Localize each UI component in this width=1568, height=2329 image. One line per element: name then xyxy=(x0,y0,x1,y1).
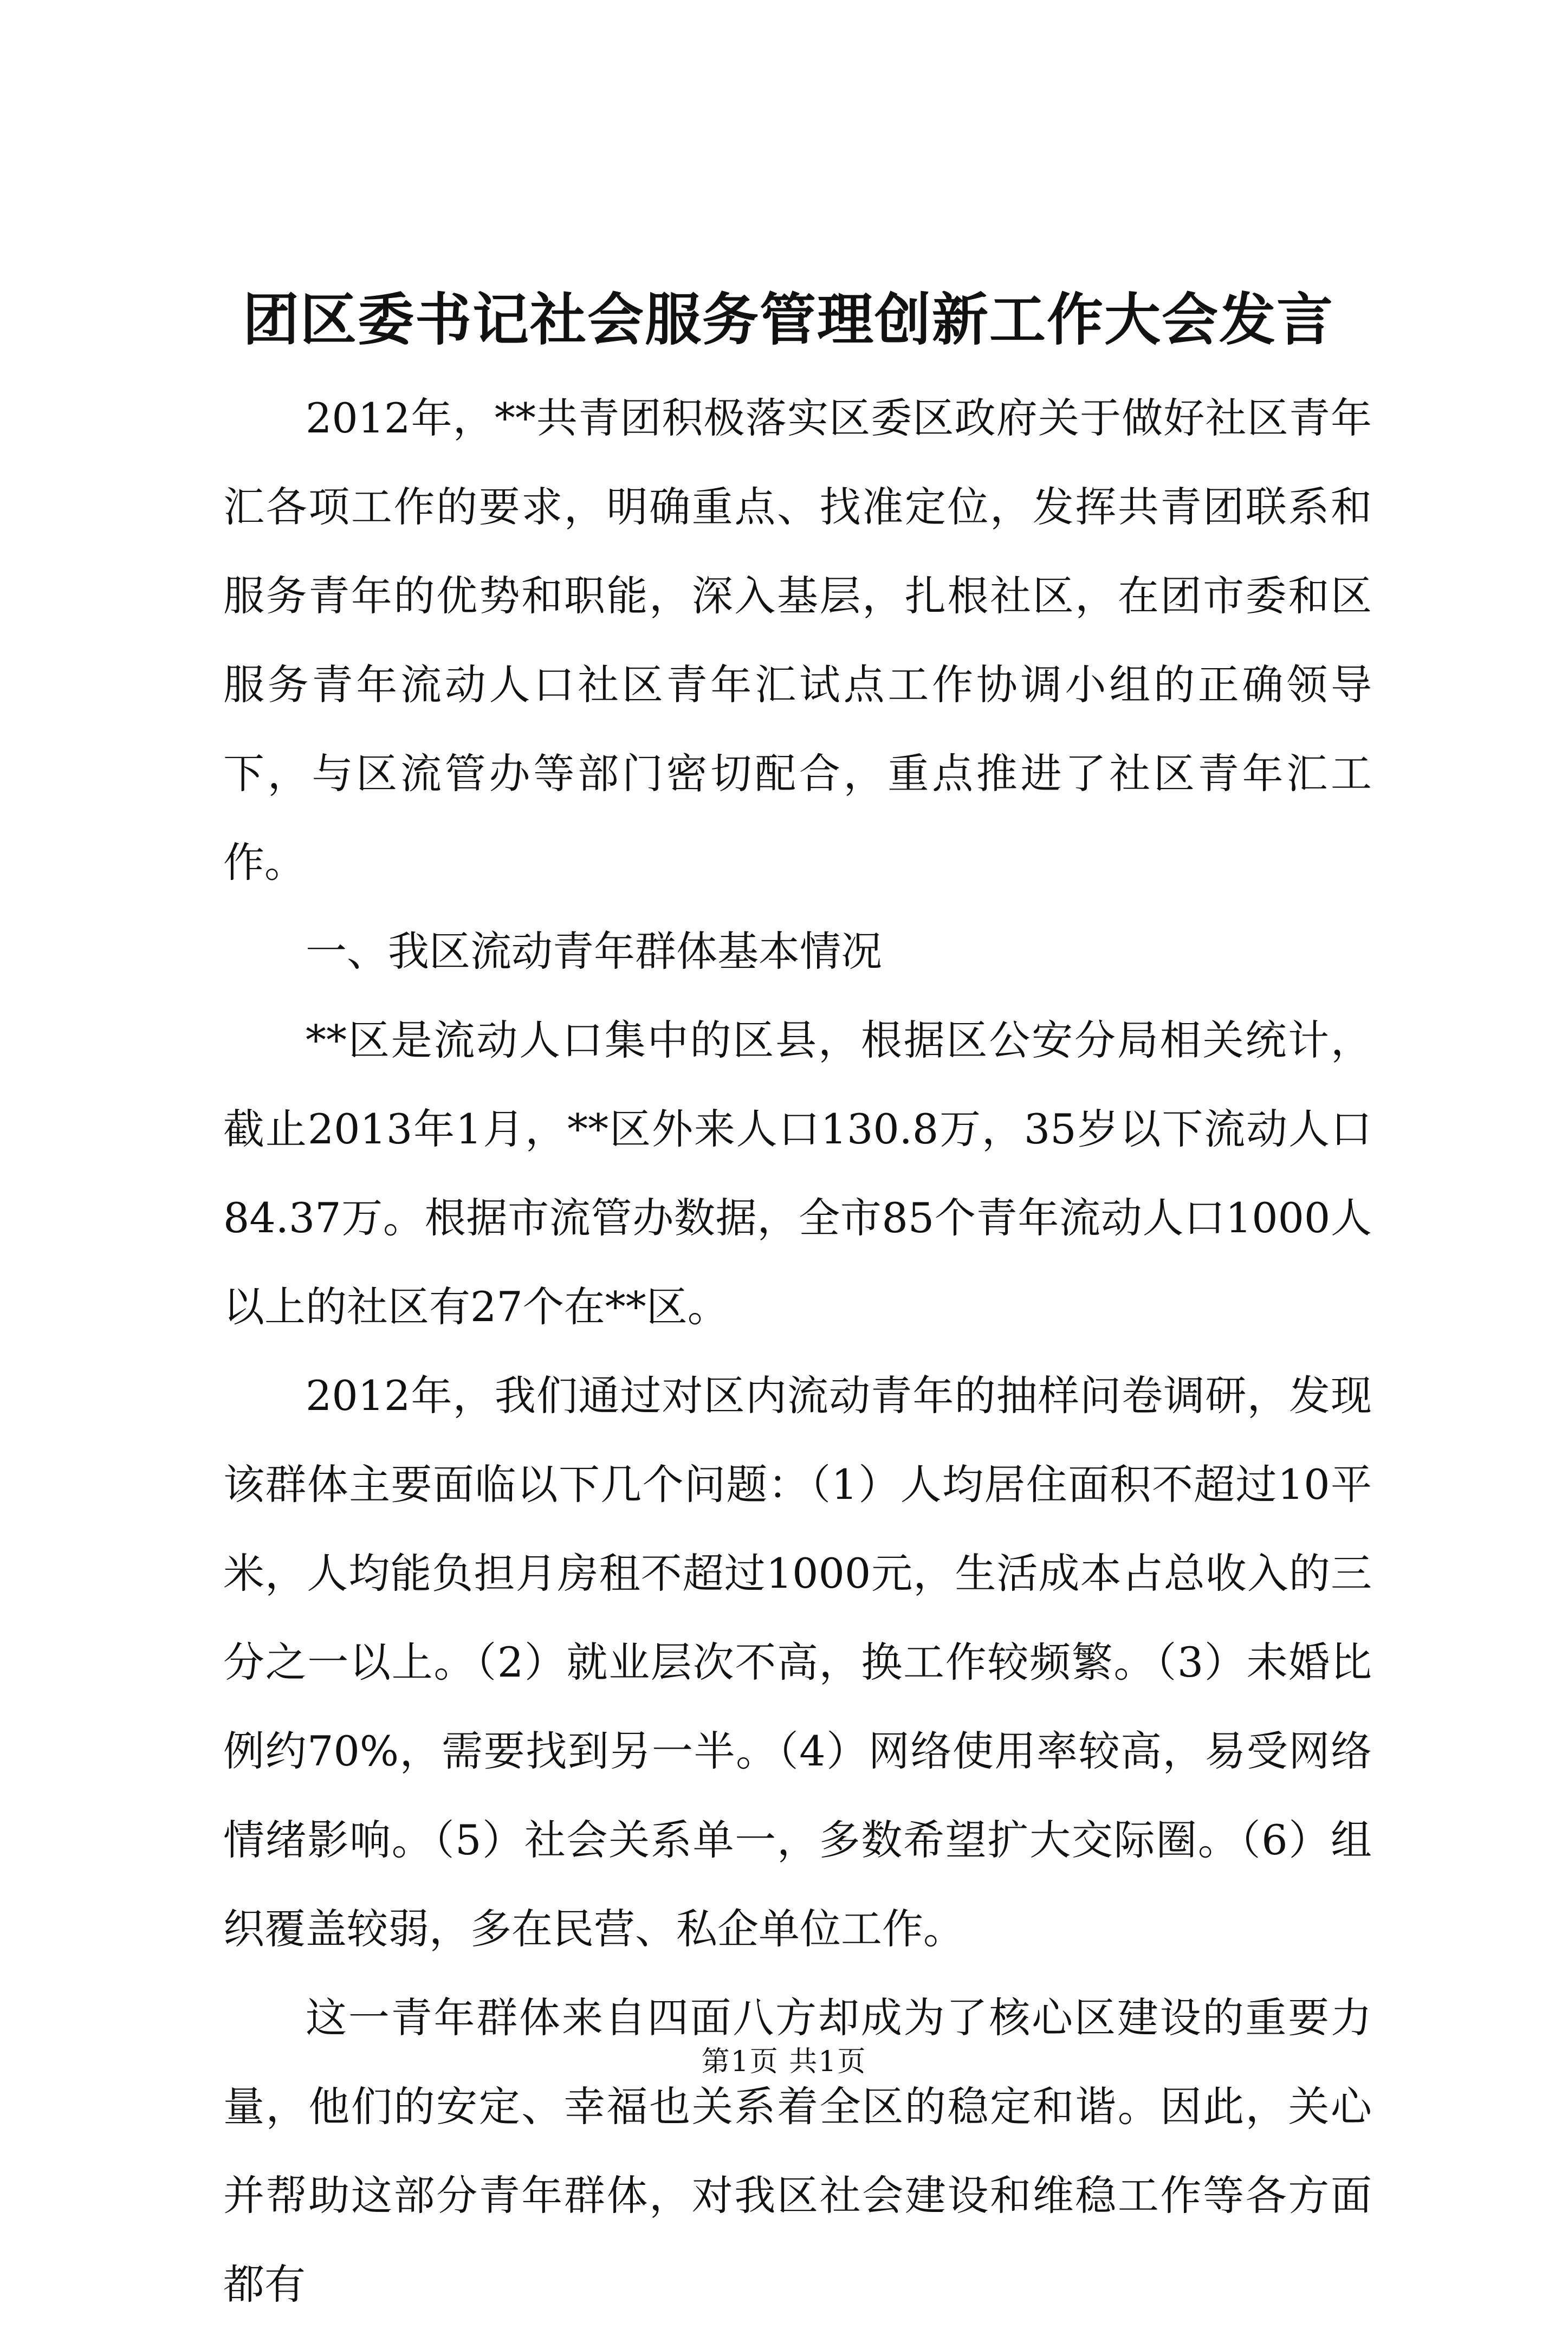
document-title: 团区委书记社会服务管理创新工作大会发言 xyxy=(242,286,1334,353)
page-footer: 第1页 共1页 xyxy=(701,2046,867,2078)
paragraph-significance: 这一青年群体来自四面八方却成为了核心区建设的重要力量，他们的安定、幸福也关系着全区的稳定和谐。因此，关心并帮助这部分青年群体，对我区社会建设和维稳工作等各方面都有 xyxy=(223,1994,1372,2308)
paragraph-population-stats: **区是流动人口集中的区县，根据区公安分局相关统计，截止2013年1月，**区外来人口130.8万，35岁以下流动人口84.37万。根据市流管办数据，全市85个青年流动人口1000人以上的社区有27个在**区。 xyxy=(223,1016,1372,1331)
paragraph-intro: 2012年，**共青团积极落实区委区政府关于做好社区青年汇各项工作的要求，明确重点、找准定位，发挥共青团联系和服务青年的优势和职能，深入基层，扎根社区，在团市委和区服务青年流动人口社区青年汇试点工作协调小组的正确领导下，与区流管办等部门密切配合，重点推进了社区青年汇工作。 xyxy=(223,394,1372,887)
paragraph-survey-findings: 2012年，我们通过对区内流动青年的抽样问卷调研，发现该群体主要面临以下几个问题：（1）人均居住面积不超过10平米，人均能负担月房租不超过1000元，生活成本占总收入的三分之一以上。（2）就业层次不高，换工作较频繁。（3）未婚比例约70%，需要找到另一半。（4）网络使用率较高，易受网络情绪影响。（5）社会关系单一，多数希望扩大交际圈。（6）组织覆盖较弱，多在民营、私企单位工作。 xyxy=(223,1371,1372,1953)
section-heading-1: 一、我区流动青年群体基本情况 xyxy=(306,927,882,975)
document-body xyxy=(223,374,1372,2329)
